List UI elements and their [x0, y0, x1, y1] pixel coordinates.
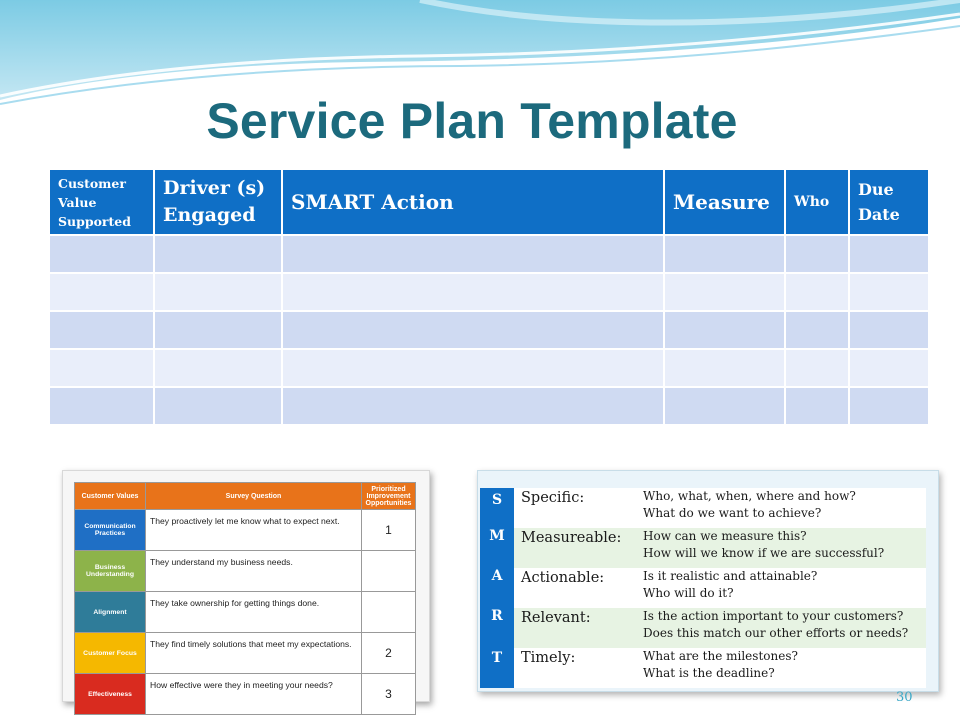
survey-priority: 1	[362, 510, 416, 551]
survey-row	[75, 592, 416, 633]
survey-row	[75, 510, 416, 551]
page-number: 30	[896, 690, 913, 705]
smart-row-specific	[514, 488, 926, 528]
table-row	[50, 388, 928, 424]
smart-description-line: Is the action important to your customers?	[643, 609, 904, 623]
survey-priority	[362, 551, 416, 592]
table-cell[interactable]	[155, 350, 281, 386]
survey-header-priority: Prioritized Improvement Opportunities	[362, 483, 416, 510]
smart-letter-m: M	[489, 528, 505, 544]
survey-value-label: Alignment	[75, 592, 146, 633]
table-cell[interactable]	[665, 274, 784, 310]
survey-question: They understand my business needs.	[146, 551, 362, 592]
survey-header-question: Survey Question	[146, 483, 362, 510]
table-cell[interactable]	[665, 388, 784, 424]
smart-description-line: Who will do it?	[643, 585, 734, 600]
table-cell[interactable]	[50, 236, 153, 272]
table-row	[50, 274, 928, 310]
survey-priority: 3	[362, 674, 416, 715]
survey-question: They find timely solutions that meet my expectations.	[146, 633, 362, 674]
smart-description	[643, 648, 798, 681]
smart-label: Measureable:	[521, 530, 622, 546]
smart-letter-a: A	[491, 568, 503, 584]
table-row	[50, 350, 928, 386]
smart-description	[643, 528, 884, 561]
survey-question: They proactively let me know what to expect next.	[146, 510, 362, 551]
table-cell[interactable]	[786, 388, 848, 424]
table-cell[interactable]	[50, 388, 153, 424]
survey-priority: 2	[362, 633, 416, 674]
service-plan-table	[48, 168, 930, 426]
survey-header-row	[75, 483, 416, 510]
table-cell[interactable]	[155, 236, 281, 272]
table-cell[interactable]	[665, 312, 784, 348]
smart-row-measureable	[514, 528, 926, 568]
table-cell[interactable]	[786, 236, 848, 272]
survey-table	[74, 482, 416, 715]
table-cell[interactable]	[155, 388, 281, 424]
table-cell[interactable]	[283, 350, 663, 386]
table-header-row	[50, 170, 928, 234]
smart-description-line: How can we measure this?	[643, 529, 807, 543]
survey-header-values: Customer Values	[75, 483, 146, 510]
table-cell[interactable]	[283, 312, 663, 348]
survey-value-label: Customer Focus	[75, 633, 146, 674]
table-cell[interactable]	[665, 350, 784, 386]
header-measure: Measure	[665, 170, 784, 234]
smart-criteria-list	[514, 488, 926, 688]
smart-letter-t: T	[491, 650, 503, 666]
header-customer-value: Customer Value Supported	[50, 170, 153, 234]
smart-label: Specific:	[521, 490, 585, 506]
header-drivers-engaged: Driver (s) Engaged	[155, 170, 281, 234]
smart-description-line: How will we know if we are successful?	[643, 545, 885, 560]
smart-description-line: Is it realistic and attainable?	[643, 569, 818, 583]
survey-value-label: Effectiveness	[75, 674, 146, 715]
table-cell[interactable]	[850, 388, 928, 424]
table-cell[interactable]	[283, 274, 663, 310]
survey-row	[75, 633, 416, 674]
smart-row-timely	[514, 648, 926, 688]
table-cell[interactable]	[50, 350, 153, 386]
page-title: Service Plan Template	[206, 93, 738, 149]
smart-row-actionable	[514, 568, 926, 608]
survey-priority	[362, 592, 416, 633]
table-cell[interactable]	[50, 274, 153, 310]
table-cell[interactable]	[786, 350, 848, 386]
smart-letter-r: R	[491, 608, 503, 624]
table-cell[interactable]	[155, 274, 281, 310]
table-cell[interactable]	[850, 350, 928, 386]
survey-table-image	[62, 470, 430, 702]
survey-question: They take ownership for getting things done.	[146, 592, 362, 633]
smart-label: Actionable:	[521, 570, 605, 586]
smart-description-line: What are the milestones?	[643, 649, 798, 663]
smart-row-relevant	[514, 608, 926, 648]
smart-description	[643, 568, 817, 601]
table-cell[interactable]	[786, 274, 848, 310]
table-cell[interactable]	[50, 312, 153, 348]
smart-description	[643, 608, 908, 641]
header-due-date: Due Date	[850, 170, 928, 234]
table-cell[interactable]	[155, 312, 281, 348]
survey-row	[75, 674, 416, 715]
smart-description-line: Does this match our other efforts or needs?	[643, 625, 909, 640]
table-cell[interactable]	[786, 312, 848, 348]
smart-letter-column	[480, 488, 514, 688]
table-cell[interactable]	[850, 274, 928, 310]
smart-description	[643, 488, 856, 521]
smart-label: Relevant:	[521, 610, 591, 626]
table-row	[50, 312, 928, 348]
survey-value-label: Business Understanding	[75, 551, 146, 592]
survey-row	[75, 551, 416, 592]
survey-question: How effective were they in meeting your needs?	[146, 674, 362, 715]
table-cell[interactable]	[283, 236, 663, 272]
smart-letter-s: S	[491, 492, 503, 508]
header-smart-action: SMART Action	[283, 170, 663, 234]
smart-description-line: What is the deadline?	[643, 665, 775, 680]
survey-value-label: Communication Practices	[75, 510, 146, 551]
table-cell[interactable]	[283, 388, 663, 424]
header-who: Who	[786, 170, 848, 234]
table-cell[interactable]	[850, 236, 928, 272]
table-row	[50, 236, 928, 272]
smart-label: Timely:	[521, 650, 576, 666]
smart-description-line: What do we want to achieve?	[643, 505, 822, 520]
smart-description-line: Who, what, when, where and how?	[643, 489, 856, 503]
table-cell[interactable]	[850, 312, 928, 348]
table-cell[interactable]	[665, 236, 784, 272]
